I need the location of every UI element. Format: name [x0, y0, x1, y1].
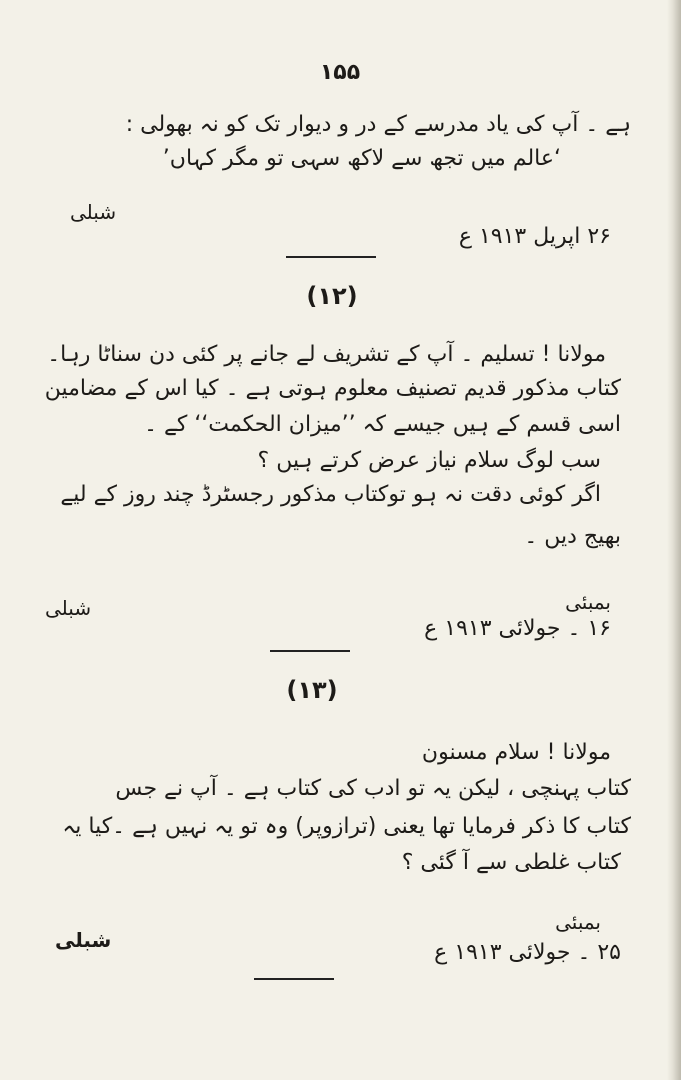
separator-rule [286, 256, 376, 258]
letter13-signature: شبلی [55, 928, 112, 952]
letter13-line2: کتاب پہنچی ، لیکن یہ تو ادب کی کتاب ہے ۔ آپ نے جس [115, 776, 631, 801]
letter13-line4: کتاب غلطی سے آ گئی ؟ [401, 850, 621, 875]
letter11-date: ۲۶ اپریل ۱۹۱۳ ع [458, 224, 611, 249]
letter13-number: (۱۳) [286, 676, 338, 704]
letter12-line6: بھیج دیں ۔ [524, 524, 621, 549]
letter12-line5: اگر کوئی دقت نہ ہو توکتاب مذکور رجسٹرڈ چند روز کے لیے [60, 482, 601, 507]
letter12-place: بمبئی [565, 590, 611, 614]
letter11-signature: شبلی [70, 200, 117, 224]
letter11-verse: ‘عالم میں تجھ سے لاکھ سہی تو مگر کہاں’ [162, 146, 561, 171]
letter13-date: ۲۵ ۔ جولائی ۱۹۱۳ ع [434, 940, 621, 965]
letter13-line3: کتاب کا ذکر فرمایا تھا یعنی (ترازوپر) وہ تو یہ نہیں ہے ۔کیا یہ [62, 814, 631, 839]
letter12-signature: شبلی [45, 596, 92, 620]
separator-rule [254, 978, 334, 980]
letter12-date: ۱۶ ۔ جولائی ۱۹۱۳ ع [424, 616, 611, 641]
separator-rule [270, 650, 350, 652]
page-edge [667, 0, 681, 1080]
letter11-line1: ہے ۔ آپ کی یاد مدرسے کے در و دیوار تک کو نہ بھولی : [125, 112, 631, 137]
letter13-salutation: مولانا ! سلام مسنون [421, 740, 611, 765]
page-number: ۱۵۵ [319, 60, 361, 85]
letter13-place: بمبئی [555, 910, 601, 934]
letter12-line2: کتاب مذکور قدیم تصنیف معلوم ہوتی ہے ۔ کیا اس کے مضامین [44, 376, 621, 401]
letter12-line4: سب لوگ سلام نیاز عرض کرتے ہیں ؟ [257, 448, 601, 473]
letter12-line3: اسی قسم کے ہیں جیسے کہ ’’میزان الحکمت‘‘ کے ۔ [144, 412, 621, 437]
letter12-salutation: مولانا ! تسلیم ۔ آپ کے تشریف لے جانے پر کئی دن سناٹا رہا۔ [47, 342, 606, 367]
letter12-number: (۱۲) [306, 282, 358, 310]
